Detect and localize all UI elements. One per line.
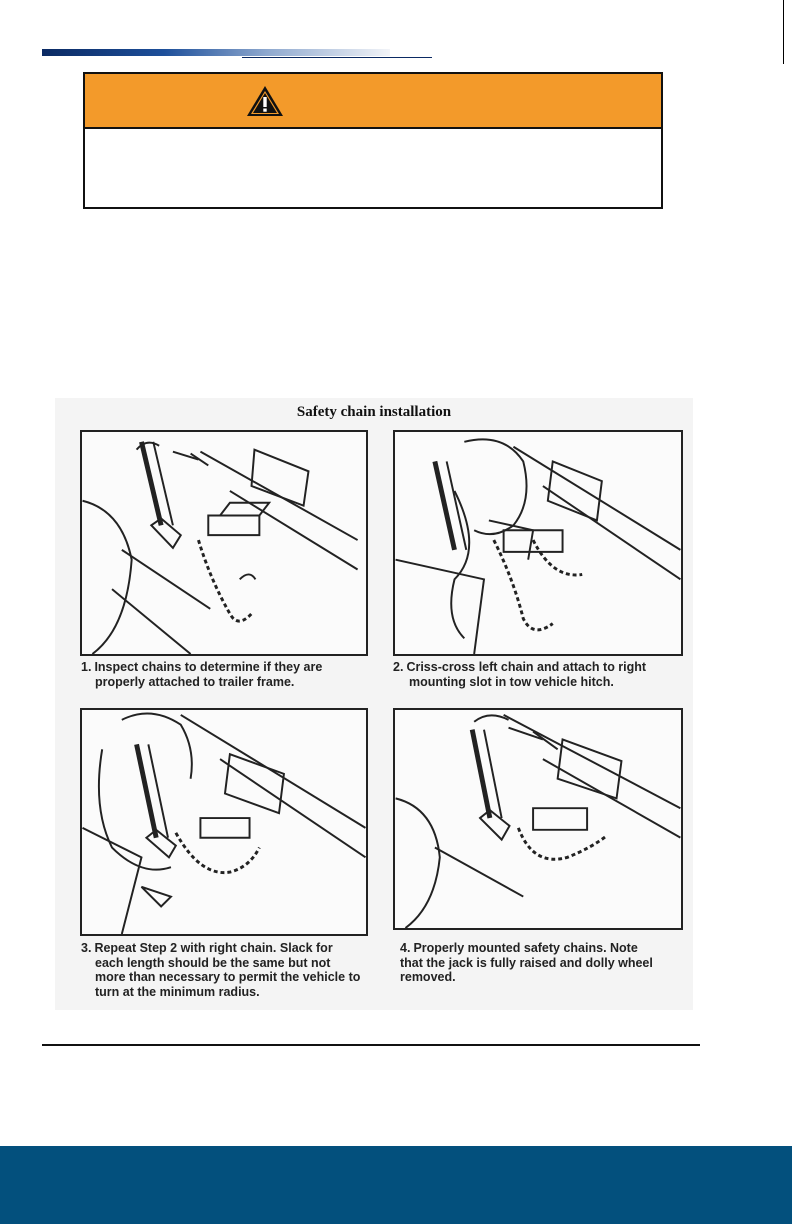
step-4-line-2: that the jack is fully raised and dolly wheel xyxy=(400,955,653,970)
step-1-drawing xyxy=(82,432,366,654)
step-2-caption xyxy=(393,660,693,689)
step-3-line-2: each length should be the same but not xyxy=(95,955,331,970)
step-4-caption xyxy=(400,941,690,985)
step-4-line-3: removed. xyxy=(400,970,456,984)
step-4-drawing xyxy=(395,710,681,928)
step-3-number: 3. xyxy=(81,941,92,955)
step-2-line-1: Criss-cross left chain and attach to right xyxy=(406,660,647,674)
step-4-illustration xyxy=(393,708,683,930)
step-1-line-1: Inspect chains to determine if they are xyxy=(94,660,323,674)
header-underline xyxy=(242,57,432,58)
step-1-caption xyxy=(81,660,371,689)
step-3-illustration xyxy=(80,708,368,936)
footer-band xyxy=(0,1146,792,1224)
warning-box xyxy=(83,72,663,209)
footer-rule xyxy=(42,1044,700,1046)
step-1-illustration xyxy=(80,430,368,656)
figure-title: Safety chain installation xyxy=(296,404,452,420)
step-3-line-3: more than necessary to permit the vehicle to xyxy=(95,970,361,984)
warning-body xyxy=(85,129,661,153)
step-3-caption xyxy=(81,941,381,999)
step-2-number: 2. xyxy=(393,660,404,674)
step-3-drawing xyxy=(82,710,366,934)
step-2-line-2: mounting slot in tow vehicle hitch. xyxy=(409,674,614,689)
margin-rule xyxy=(783,0,784,64)
step-3-line-4: turn at the minimum radius. xyxy=(95,984,260,999)
step-1-number: 1. xyxy=(81,660,92,674)
step-2-illustration xyxy=(393,430,683,656)
step-4-line-1: Properly mounted safety chains. Note xyxy=(413,941,638,955)
header-gradient xyxy=(42,49,390,56)
step-3-line-1: Repeat Step 2 with right chain. Slack for xyxy=(94,941,333,955)
warning-triangle-icon xyxy=(245,84,285,118)
step-4-number: 4. xyxy=(400,941,411,955)
safety-chain-figure xyxy=(55,398,693,1010)
warning-header xyxy=(85,74,661,129)
step-1-line-2: properly attached to trailer frame. xyxy=(95,674,295,689)
header-accent-bar xyxy=(42,49,390,58)
step-2-drawing xyxy=(395,432,681,654)
